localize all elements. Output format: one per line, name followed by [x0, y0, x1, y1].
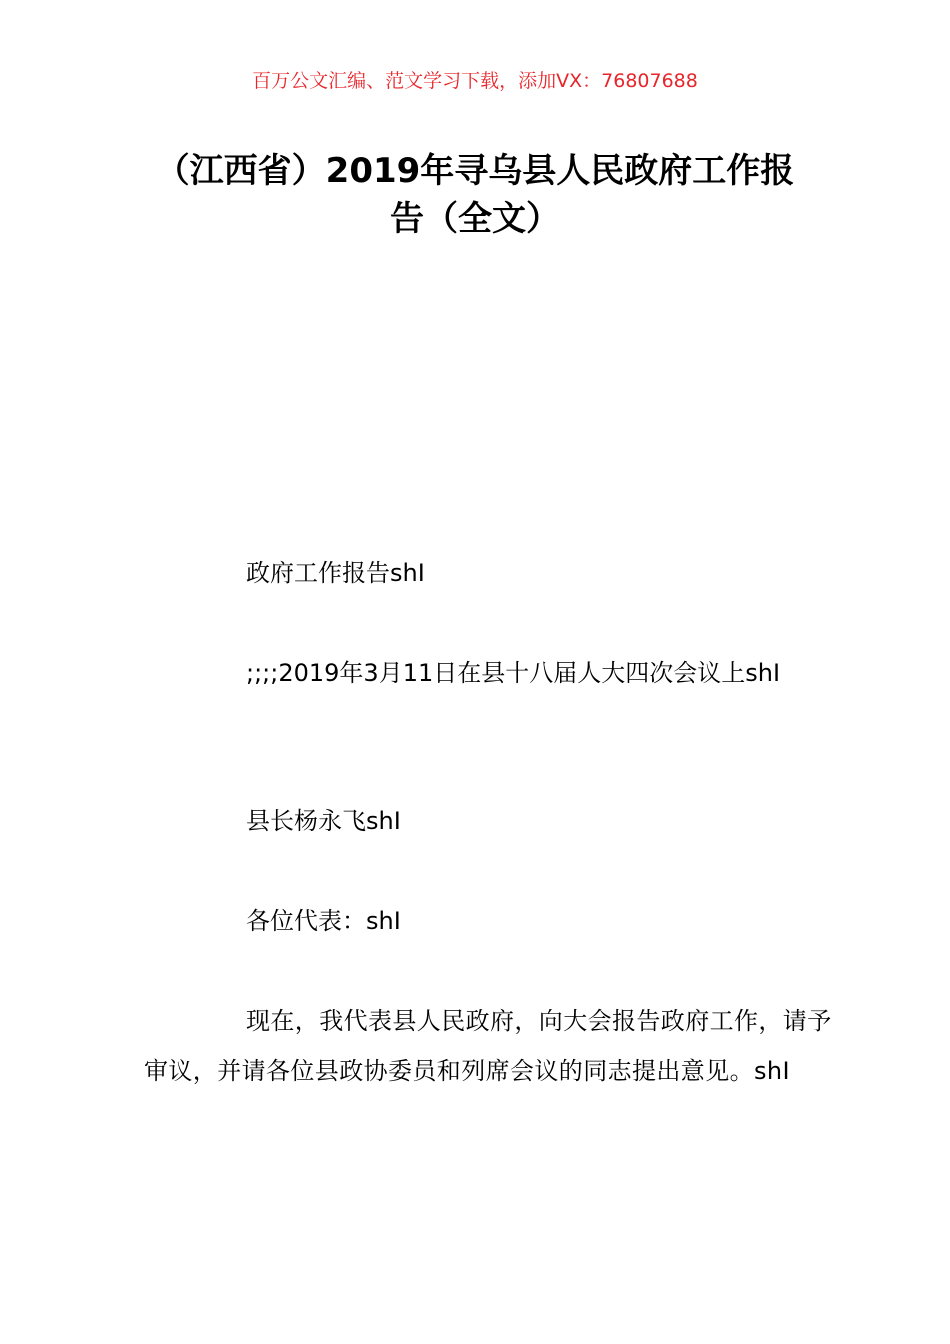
- promo-banner: 百万公文汇编、范文学习下载，添加VX：76807688: [252, 70, 698, 92]
- paragraph-heading: [144, 548, 834, 598]
- paragraph-text: 政府工作报告shI: [246, 559, 425, 587]
- paragraph-intro: [144, 996, 834, 1096]
- paragraph-salutation: [144, 896, 834, 946]
- paragraph-text: 县长杨永飞shI: [246, 807, 401, 835]
- paragraph-date: [144, 648, 834, 698]
- title-line-2: 告（全文）: [390, 199, 560, 239]
- paragraph-text: 各位代表：shI: [246, 907, 401, 935]
- document-title: [140, 147, 810, 243]
- paragraph-text: 现在，我代表县人民政府，向大会报告政府工作，请予审议，并请各位县政协委员和列席会议的同志提出意见。shI: [144, 1007, 832, 1085]
- paragraph-speaker: [144, 796, 834, 846]
- title-line-1: （江西省）2019年寻乌县人民政府工作报: [155, 151, 795, 191]
- paragraph-text: ;;;;2019年3月11日在县十八届人大四次会议上shI: [246, 659, 781, 687]
